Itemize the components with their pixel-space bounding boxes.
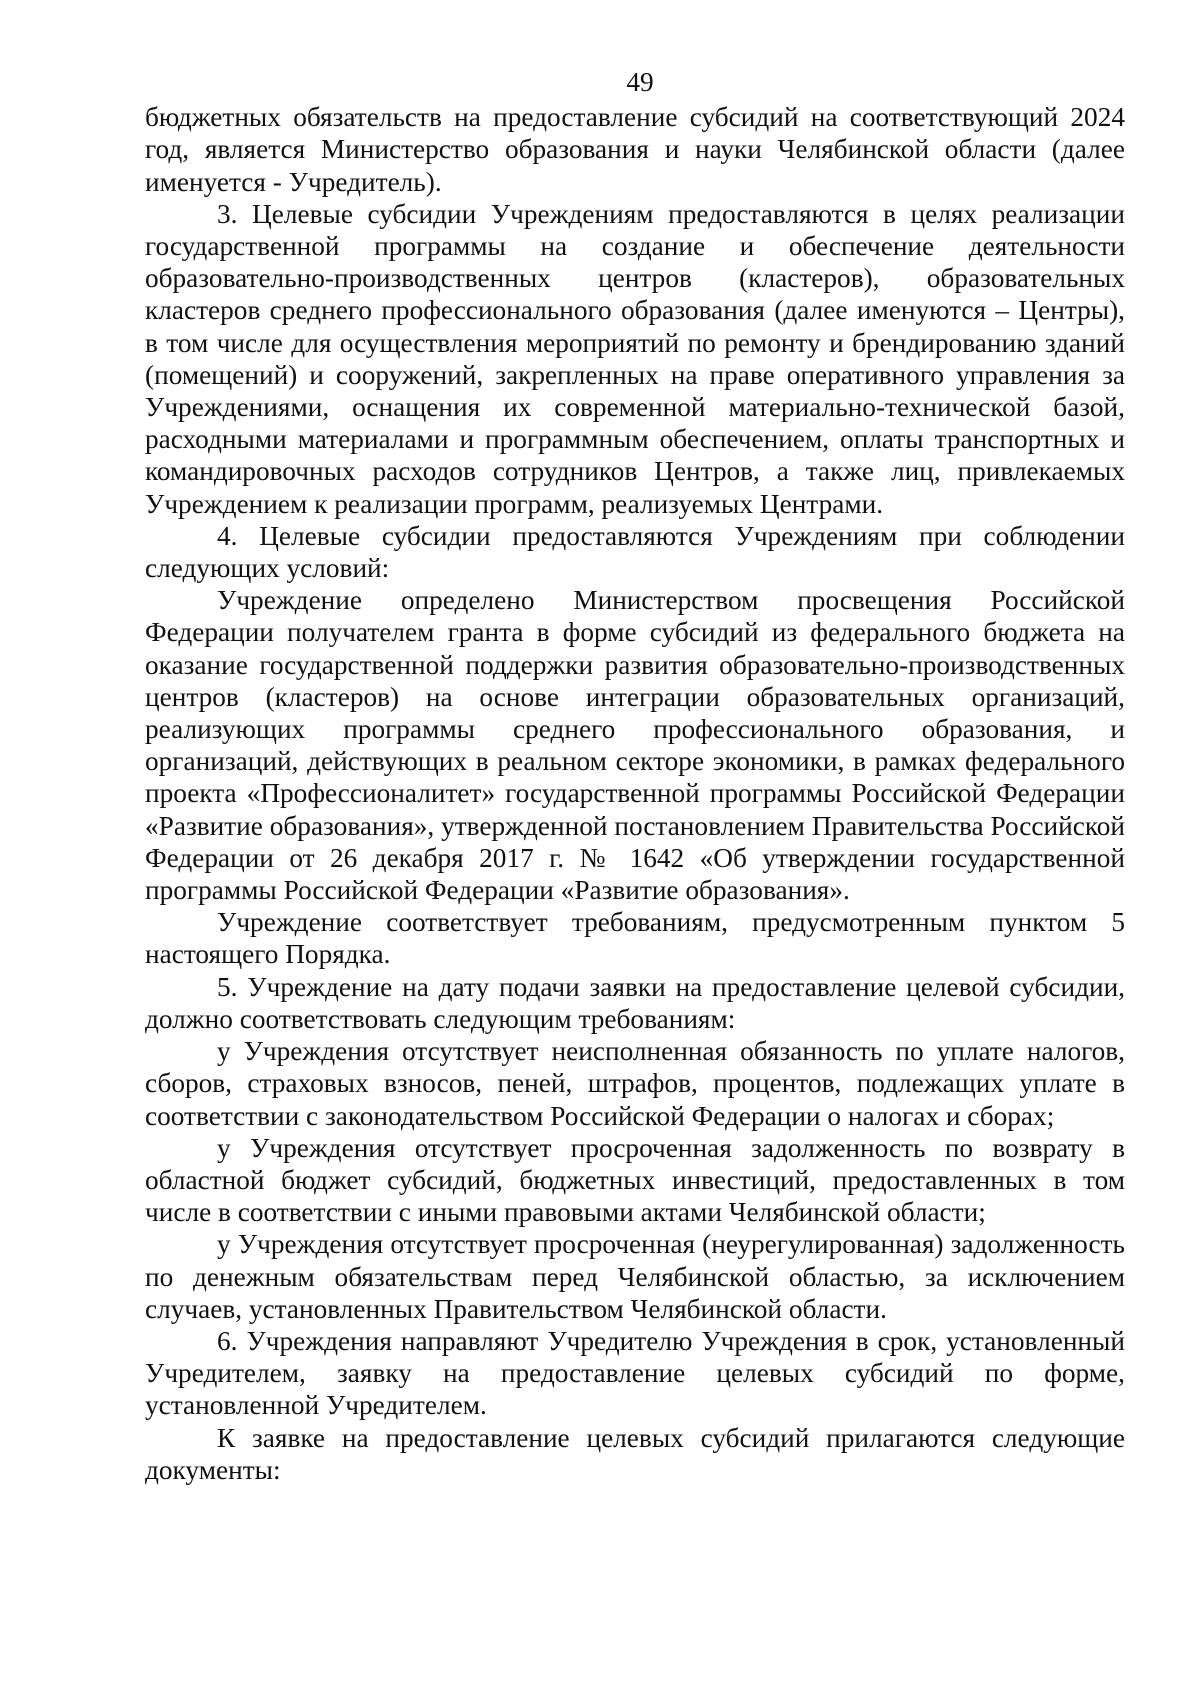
paragraph-no-monetary-debt: у Учреждения отсутствует просроченная (неурегулированная) задолженность по денежным обязательствам перед Челябинской областью, за исключением случаев, установленных Правительством Челябинской области. bbox=[145, 1229, 1125, 1324]
paragraph-5-requirements: 5. Учреждение на дату подачи заявки на предоставление целевой субсидии, должно соответствовать следующим требованиям: bbox=[145, 971, 1125, 1034]
document-page bbox=[145, 66, 1125, 1486]
paragraph-3-purpose: 3. Целевые субсидии Учреждениям предоставляются в целях реализации государственной программы на создание и обеспечение деятельности образовательно-производственных центров (кластеров), образовательных кластеров среднего профессионального образования (далее именуются – Центры), в том числе для осуществления мероприятий по ремонту и брендированию зданий (помещений) и сооружений, закрепленных на праве оперативного управления за Учреждениями, оснащения их современной материально-технической базой, расходными материалами и программным обеспечением, оплаты транспортных и командировочных расходов сотрудников Центров, а также лиц, привлекаемых Учреждением к реализации программ, реализуемых Центрами. bbox=[145, 198, 1125, 519]
paragraph-no-tax-debt: у Учреждения отсутствует неисполненная обязанность по уплате налогов, сборов, страховых взносов, пеней, штрафов, процентов, подлежащих уплате в соответствии с законодательством Российской Федерации о налогах и сборах; bbox=[145, 1036, 1125, 1131]
paragraph-requirements-compliance: Учреждение соответствует требованиям, предусмотренным пунктом 5 настоящего Порядка. bbox=[145, 907, 1125, 970]
paragraph-4-conditions: 4. Целевые субсидии предоставляются Учреждениям при соблюдении следующих условий: bbox=[145, 520, 1125, 584]
paragraph-6-application: 6. Учреждения направляют Учредителю Учреждения в срок, установленный Учредителем, заявку на предоставление целевых субсидий по форме, установленной Учредителем. bbox=[145, 1325, 1125, 1421]
paragraph-budget-obligations: бюджетных обязательств на предоставление субсидий на соответствующий 2024 год, является Министерство образования и науки Челябинской области (далее именуется - Учредитель). bbox=[145, 102, 1125, 197]
paragraph-no-overdue-subsidy-debt: у Учреждения отсутствует просроченная задолженность по возврату в областной бюджет субсидий, бюджетных инвестиций, предоставленных в том числе в соответствии с иными правовыми актами Челябинской области; bbox=[145, 1132, 1125, 1228]
paragraph-grant-recipient: Учреждение определено Министерством просвещения Российской Федерации получателем гранта в форме субсидий из федерального бюджета на оказание государственной поддержки развития образовательно-производственных центров (кластеров) на основе интеграции образовательных организаций, реализующих программы среднего профессионального образования, и организаций, действующих в реальном секторе экономики, в рамках федерального проекта «Профессионалитет» государственной программы Российской Федерации «Развитие образования», утвержденной постановлением Правительства Российской Федерации от 26 декабря 2017 г. № 1642 «Об утверждении государственной программы Российской Федерации «Развитие образования». bbox=[145, 585, 1125, 906]
page-number: 49 bbox=[626, 67, 654, 97]
paragraph-attached-documents: К заявке на предоставление целевых субсидий прилагаются следующие документы: bbox=[145, 1422, 1125, 1485]
